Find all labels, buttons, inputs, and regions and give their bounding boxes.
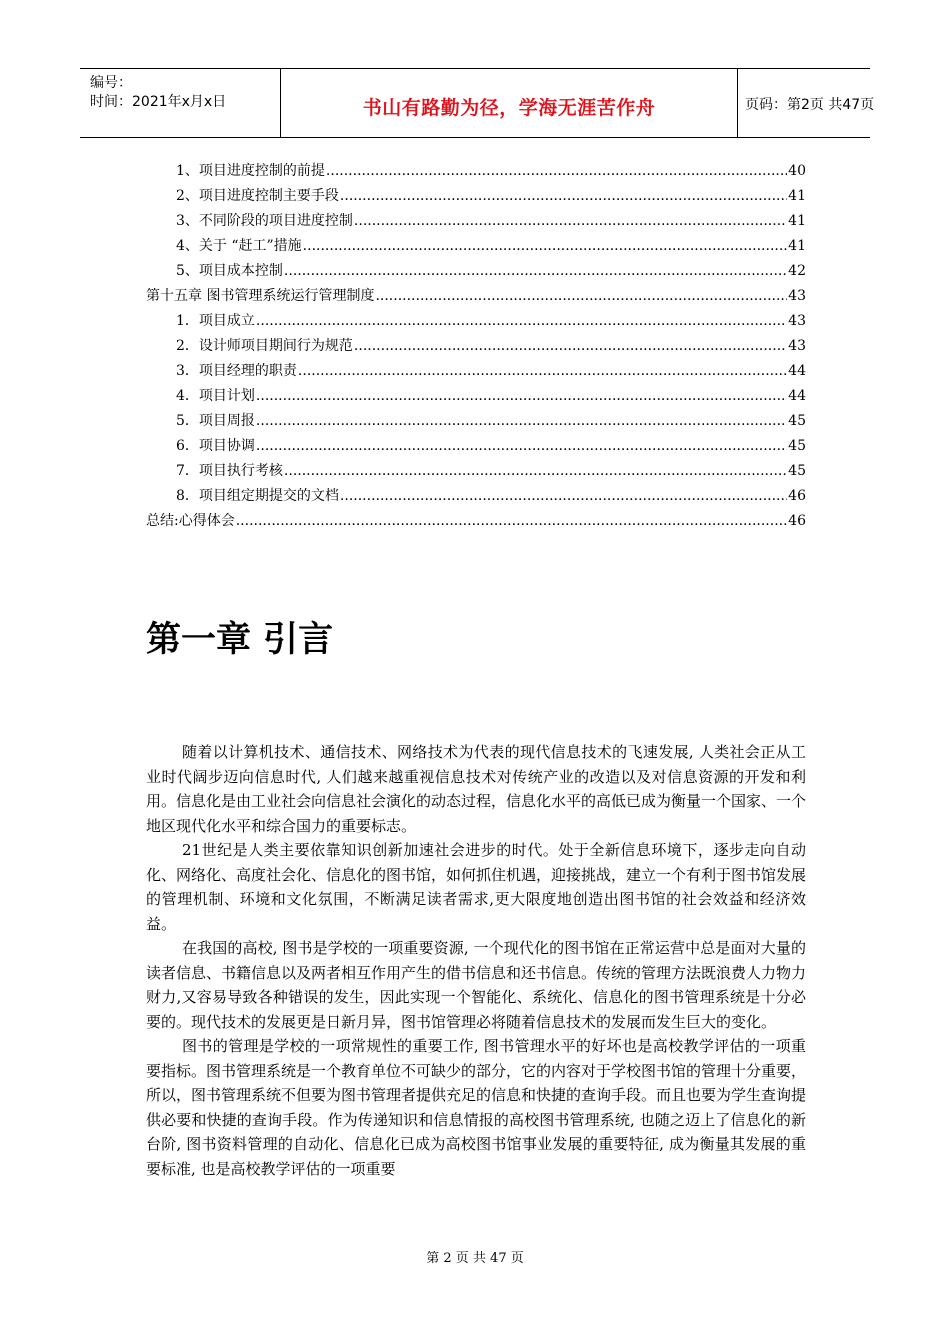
- toc-entry[interactable]: [146, 159, 806, 184]
- toc-entry-title: 4、关于 “赶工”措施: [176, 238, 302, 254]
- toc-entry-page: 45: [788, 438, 806, 454]
- toc-leader-dots: [375, 284, 787, 309]
- toc-entry-page: 41: [788, 238, 806, 254]
- toc-entry-page: 43: [788, 288, 806, 304]
- header-page-cell: [737, 69, 875, 137]
- toc-entry[interactable]: [146, 434, 806, 459]
- toc-entry-title: 1、项目进度控制的前提: [176, 163, 325, 179]
- toc-entry[interactable]: [146, 209, 806, 234]
- toc-leader-dots: [298, 359, 787, 384]
- toc-entry-title: 2、项目进度控制主要手段: [176, 188, 339, 204]
- toc-leader-dots: [354, 334, 787, 359]
- toc-entry-title: 3、不同阶段的项目进度控制: [176, 213, 353, 229]
- toc-entry-page: 44: [788, 363, 806, 379]
- toc-leader-dots: [284, 459, 787, 484]
- toc-entry[interactable]: [146, 484, 806, 509]
- toc-entry[interactable]: [146, 284, 806, 309]
- toc-entry[interactable]: [146, 509, 806, 534]
- header-motto: 书山有路勤为径，学海无涯苦作舟: [362, 97, 656, 119]
- toc-entry-title: 3．项目经理的职责: [176, 363, 297, 379]
- toc-entry-page: 44: [788, 388, 806, 404]
- paragraph-2: 21世纪是人类主要依靠知识创新加速社会进步的时代。处于全新信息环境下，逐步走向自动化、网络化、高度社会化、信息化的图书馆，如何抓住机遇，迎接挑战，建立一个有利于图书馆发展的管理机制、环境和文化氛围，不断满足读者需求,更大限度地创造出图书馆的社会效益和经济效益。: [146, 841, 807, 933]
- document-id-label: 编号：: [90, 75, 132, 91]
- toc-leader-dots: [256, 384, 787, 409]
- toc-leader-dots: [326, 159, 787, 184]
- header-motto-cell: [280, 69, 738, 137]
- toc-entry-page: 46: [788, 488, 806, 504]
- toc-entry[interactable]: [146, 184, 806, 209]
- header-meta-cell: [80, 69, 280, 137]
- table-of-contents: [146, 159, 806, 534]
- toc-entry[interactable]: [146, 334, 806, 359]
- toc-leader-dots: [340, 484, 787, 509]
- toc-leader-dots: [284, 259, 787, 284]
- toc-entry[interactable]: [146, 359, 806, 384]
- paragraph-4: 图书的管理是学校的一项常规性的重要工作, 图书管理水平的好坏也是高校教学评估的一项重要指标。图书管理系统是一个教育单位不可缺少的部分，它的内容对于学校图书馆的管理十分重要，所以，图书管理系统不但要为图书管理者提供充足的信息和快捷的查询手段。而且也要为学生查询提供必要和快捷的查询手段。作为传递知识和信息情报的高校图书管理系统, 也随之迈上了信息化的新台阶, 图书资料管理的自动化、信息化已成为高校图书馆事业发展的重要特征, 成为衡量其发展的重要标准, 也是高校教学评估的一项重要: [146, 1037, 807, 1178]
- page-header: [80, 68, 875, 138]
- toc-leader-dots: [256, 434, 787, 459]
- toc-entry-title: 4．项目计划: [176, 388, 255, 404]
- toc-entry-page: 40: [788, 163, 806, 179]
- toc-entry-title: 第十五章 图书管理系统运行管理制度: [146, 288, 375, 304]
- toc-entry-title: 8．项目组定期提交的文档: [176, 488, 339, 504]
- toc-leader-dots: [303, 234, 788, 259]
- toc-entry-page: 41: [788, 188, 806, 204]
- document-time-label: 时间：2021年x月x日: [90, 94, 227, 110]
- page-footer: 第 2 页 共 47 页: [426, 1251, 524, 1266]
- toc-leader-dots: [256, 309, 787, 334]
- toc-entry[interactable]: [146, 409, 806, 434]
- toc-entry-title: 5、项目成本控制: [176, 263, 283, 279]
- toc-leader-dots: [340, 184, 787, 209]
- paragraph-1: 随着以计算机技术、通信技术、网络技术为代表的现代信息技术的飞速发展, 人类社会正从工业时代阔步迈向信息时代, 人们越来越重视信息技术对传统产业的改造以及对信息资源的开发和利用。信息化是由工业社会向信息社会演化的动态过程，信息化水平的高低已成为衡量一个国家、一个地区现代化水平和综合国力的重要标志。: [146, 743, 807, 835]
- toc-entry-title: 总结:心得体会: [146, 513, 235, 529]
- chapter-title: 第一章 引言: [146, 619, 334, 660]
- toc-entry[interactable]: [146, 459, 806, 484]
- toc-entry-title: 7．项目执行考核: [176, 463, 283, 479]
- toc-entry-page: 43: [788, 313, 806, 329]
- toc-entry-title: 5．项目周报: [176, 413, 255, 429]
- toc-entry-page: 42: [788, 263, 806, 279]
- toc-leader-dots: [256, 409, 787, 434]
- toc-leader-dots: [354, 209, 787, 234]
- toc-entry-page: 45: [788, 463, 806, 479]
- toc-entry-title: 1．项目成立: [176, 313, 255, 329]
- toc-entry-title: 2．设计师项目期间行为规范: [176, 338, 353, 354]
- toc-entry[interactable]: [146, 234, 806, 259]
- toc-entry-page: 41: [788, 213, 806, 229]
- toc-entry[interactable]: [146, 309, 806, 334]
- toc-entry-title: 6．项目协调: [176, 438, 255, 454]
- header-page-info: 页码：第2页 共47页: [745, 97, 875, 113]
- toc-leader-dots: [236, 509, 787, 534]
- toc-entry-page: 46: [788, 513, 806, 529]
- body-text: [146, 740, 806, 1181]
- toc-entry[interactable]: [146, 259, 806, 284]
- toc-entry-page: 45: [788, 413, 806, 429]
- toc-entry-page: 43: [788, 338, 806, 354]
- paragraph-3: 在我国的高校, 图书是学校的一项重要资源, 一个现代化的图书馆在正常运营中总是面对大量的读者信息、书籍信息以及两者相互作用产生的借书信息和还书信息。传统的管理方法既浪费人力物力财力,又容易导致各种错误的发生，因此实现一个智能化、系统化、信息化的图书管理系统是十分必要的。现代技术的发展更是日新月异，图书馆管理必将随着信息技术的发展而发生巨大的变化。: [146, 939, 807, 1031]
- toc-entry[interactable]: [146, 384, 806, 409]
